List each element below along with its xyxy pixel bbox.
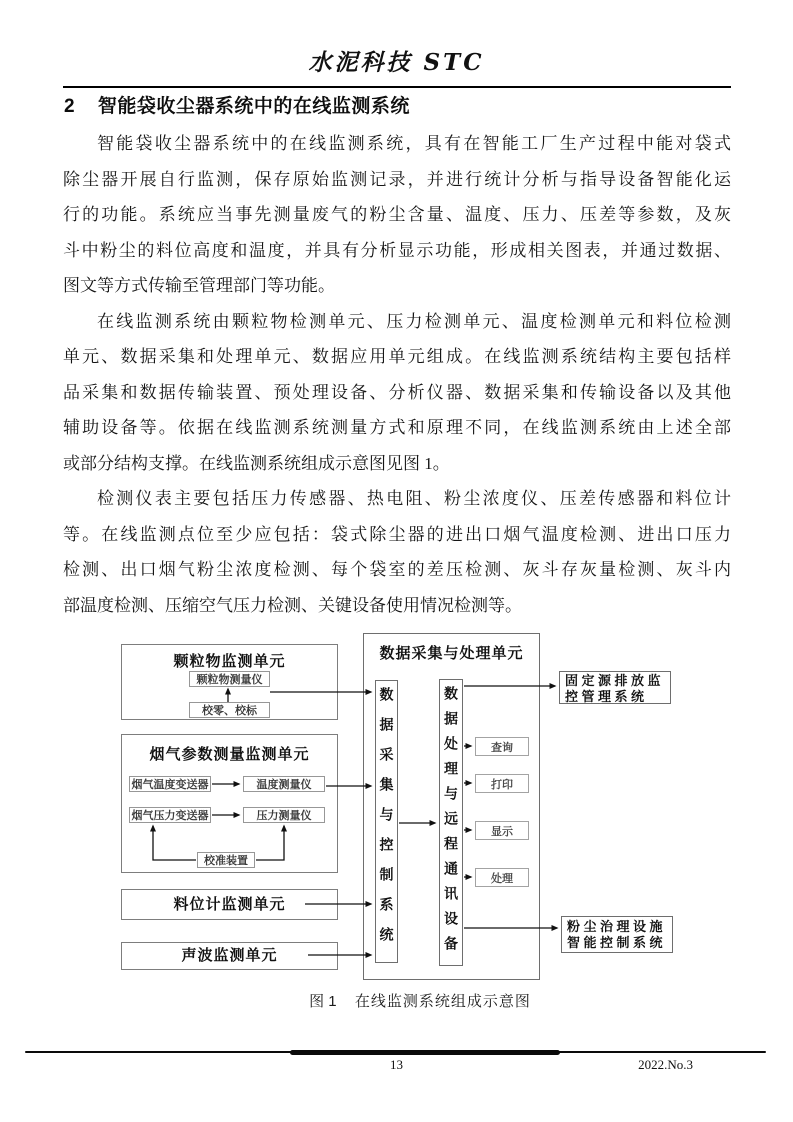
acoustic-unit-box — [121, 942, 338, 970]
function-print-box: 打印 — [475, 774, 529, 793]
journal-title: 水泥科技 STC — [308, 49, 485, 76]
paragraph-line: 除尘器开展自行监测，保存原始监测记录，并进行统计分析与指导设备智能化运 — [63, 169, 731, 189]
issue-label: 2022.No.3 — [638, 1057, 693, 1072]
processing-unit-title: 数据采集与处理单元 — [379, 645, 524, 662]
function-query-box: 查询 — [475, 737, 529, 756]
page-number: 13 — [390, 1057, 403, 1072]
paragraph-line: 辅助设备等。依据在线监测系统测量方式和原理不同，在线监测系统由上述全部 — [63, 418, 731, 437]
header-rule — [63, 86, 731, 88]
emission-supervision-line2: 控管理系统 — [565, 689, 648, 704]
section-number: 2 — [64, 96, 75, 117]
flue-gas-unit-title: 烟气参数测量监测单元 — [149, 746, 310, 763]
pressure-meter-box: 压力测量仪 — [243, 807, 325, 823]
paragraph-line: 或部分结构支撑。在线监测系统组成示意图见图 1。 — [63, 453, 450, 473]
paragraph-line: 等。在线监测点位至少应包括：袋式除尘器的进出口烟气温度检测、进出口压力 — [63, 524, 731, 544]
body-text — [63, 126, 731, 623]
zero-span-calibration-box: 校零、校标 — [189, 702, 270, 718]
section-heading — [64, 91, 732, 118]
paragraph-line: 单元、数据采集和处理单元、数据应用单元组成。在线监测系统结构主要包括样 — [63, 347, 731, 366]
dust-control-line1: 粉尘治理设施 — [567, 919, 667, 934]
dust-control-system-box — [561, 916, 673, 953]
comm-device-box — [439, 679, 463, 966]
acoustic-unit-title: 声波监测单元 — [181, 947, 278, 964]
function-display-box: 显示 — [475, 821, 529, 840]
dust-control-line2: 智能控制系统 — [567, 935, 667, 950]
paragraph-line: 行的功能。系统应当事先测量废气的粉尘含量、温度、压力、压差等参数，及灰 — [63, 205, 731, 224]
paragraph-line: 斗中粉尘的料位高度和温度，并具有分析显示功能，形成相关图表，并通过数据、 — [63, 240, 731, 260]
dacs-vertical-label: 数据采集与控制系统 — [378, 687, 395, 957]
level-unit-title: 料位计监测单元 — [173, 896, 286, 913]
footer-rule-thick-segment — [290, 1050, 560, 1055]
pressure-transmitter-box: 烟气压力变送器 — [129, 807, 211, 823]
emission-supervision-system-box — [559, 671, 671, 704]
paragraph-line: 品采集和数据传输装置、预处理设备、分析仪器、数据采集和传输设备以及其他 — [63, 382, 731, 402]
dacs-box — [375, 680, 398, 963]
temp-meter-box: 温度测量仪 — [243, 776, 325, 792]
figure-caption — [100, 990, 740, 1011]
paragraph-line: 图文等方式传输至管理部门等功能。 — [63, 276, 335, 295]
paragraph-line: 智能袋收尘器系统中的在线监测系统，具有在智能工厂生产过程中能对袋式 — [97, 134, 731, 153]
figure-caption-label: 图 1 — [309, 993, 337, 1010]
particulate-unit-title: 颗粒物监测单元 — [173, 653, 286, 670]
paragraph-line: 检测仪表主要包括压力传感器、热电阻、粉尘浓度仪、压差传感器和料位计 — [97, 489, 731, 508]
particulate-meter-box: 颗粒物测量仪 — [189, 671, 270, 687]
function-process-box: 处理 — [475, 868, 529, 887]
figure-caption-text: 在线监测系统组成示意图 — [354, 993, 531, 1010]
comm-vertical-label: 数据处理与远程通讯设备 — [443, 686, 459, 961]
section-title: 智能袋收尘器系统中的在线监测系统 — [97, 96, 410, 117]
level-unit-box — [121, 889, 338, 920]
paragraph-line: 检测、出口烟气粉尘浓度检测、每个袋室的差压检测、灰斗存灰量检测、灰斗内 — [63, 560, 731, 579]
calibration-device-box: 校准装置 — [197, 852, 255, 868]
temp-transmitter-box: 烟气温度变送器 — [129, 776, 211, 792]
paragraph-line: 部温度检测、压缩空气压力检测、关键设备使用情况检测等。 — [63, 595, 522, 615]
emission-supervision-line1: 固定源排放监 — [565, 673, 665, 688]
paragraph-line: 在线监测系统由颗粒物检测单元、压力检测单元、温度检测单元和料位检测 — [97, 311, 731, 331]
